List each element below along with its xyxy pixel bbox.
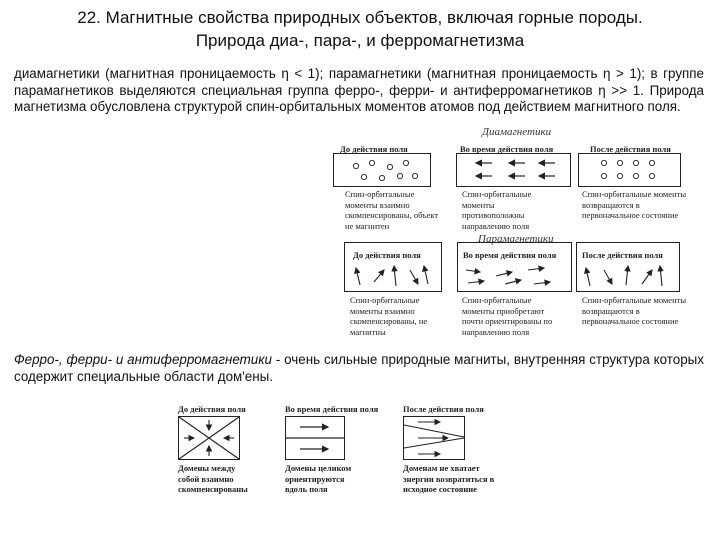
para-text-before: Спин-орбитальные моменты взаимно скомпенсированы, не магнитны [350,295,428,337]
title-line-2: Природа диа-, пара-, и ферромагнетизма [195,31,525,50]
para-label-during: Во время действия поля [463,250,557,260]
ferro-text-before: Домены между собой взаимно скомпенсированы [178,463,248,494]
ferro-label-after: После действия поля [403,404,484,414]
para-after-arrows [586,266,662,286]
ferro-text-after: Доменам не хватает энергии возвратиться в исходное состояние [403,463,495,494]
para-text-during: Спин-орбитальные моменты приобретают почти ориентированы по направлению поля [462,295,553,337]
dia-label-during: Во время действия поля [460,144,554,154]
dia-text-during: Спин-орбитальные моменты противоположны направлению поля [462,189,532,231]
dia-label-after: После действия поля [590,144,671,154]
para-text-after: Спин-орбитальные моменты возвращаются в первоначальное состояние [582,295,687,326]
ferro-label-before: До действия поля [178,404,246,414]
para-label-after: После действия поля [582,250,663,260]
ferro-paragraph-italic: Ферро-, ферри- и антиферромагнетики [14,352,272,367]
ferro-label-during: Во время действия поля [285,404,379,414]
ferro-paragraph-rest: - очень сильные природные магниты, внутренняя структура которых содержит специальные области дом'ены. [14,352,704,384]
para-label-before: До действия поля [353,250,421,260]
dia-during-arrows [476,163,555,176]
dia-before-atoms [353,160,417,180]
dia-text-after: Спин-орбитальные моменты возвращаются в первоначальное состояние [582,189,687,220]
ferro-before-domains [179,417,239,459]
intro-paragraph: диамагнетики (магнитная проницаемость η < 1); парамагнетики (магнитная проницаемость η > 1); в группе парамагнетиков выделяются специальная группа ферро-, ферри- и антиферромагнетиков η >> 1. Природа магнетизма обусловлена структурой спин-орбитальных моментов атомов под действием магнитного поля. [14,66,704,115]
dia-text-before: Спин-орбитальные моменты взаимно скомпенсированы, объект не магнитен [345,189,439,231]
para-before-arrows [356,266,428,286]
diamagnetics-heading: Диамагнетики [482,126,552,138]
title-line-1: 22. Магнитные свойства природных объектов, включая горные породы. [77,8,643,27]
ferro-after-domains [404,422,464,454]
ferro-during-domains [286,427,344,449]
para-during-arrows [466,268,550,284]
dia-after-atoms [601,160,654,178]
paramagnetics-heading: Парамагнетики [478,233,554,245]
ferro-text-during: Домены целиком ориентируются вдоль поля [285,463,352,494]
dia-label-before: До действия поля [340,144,408,154]
